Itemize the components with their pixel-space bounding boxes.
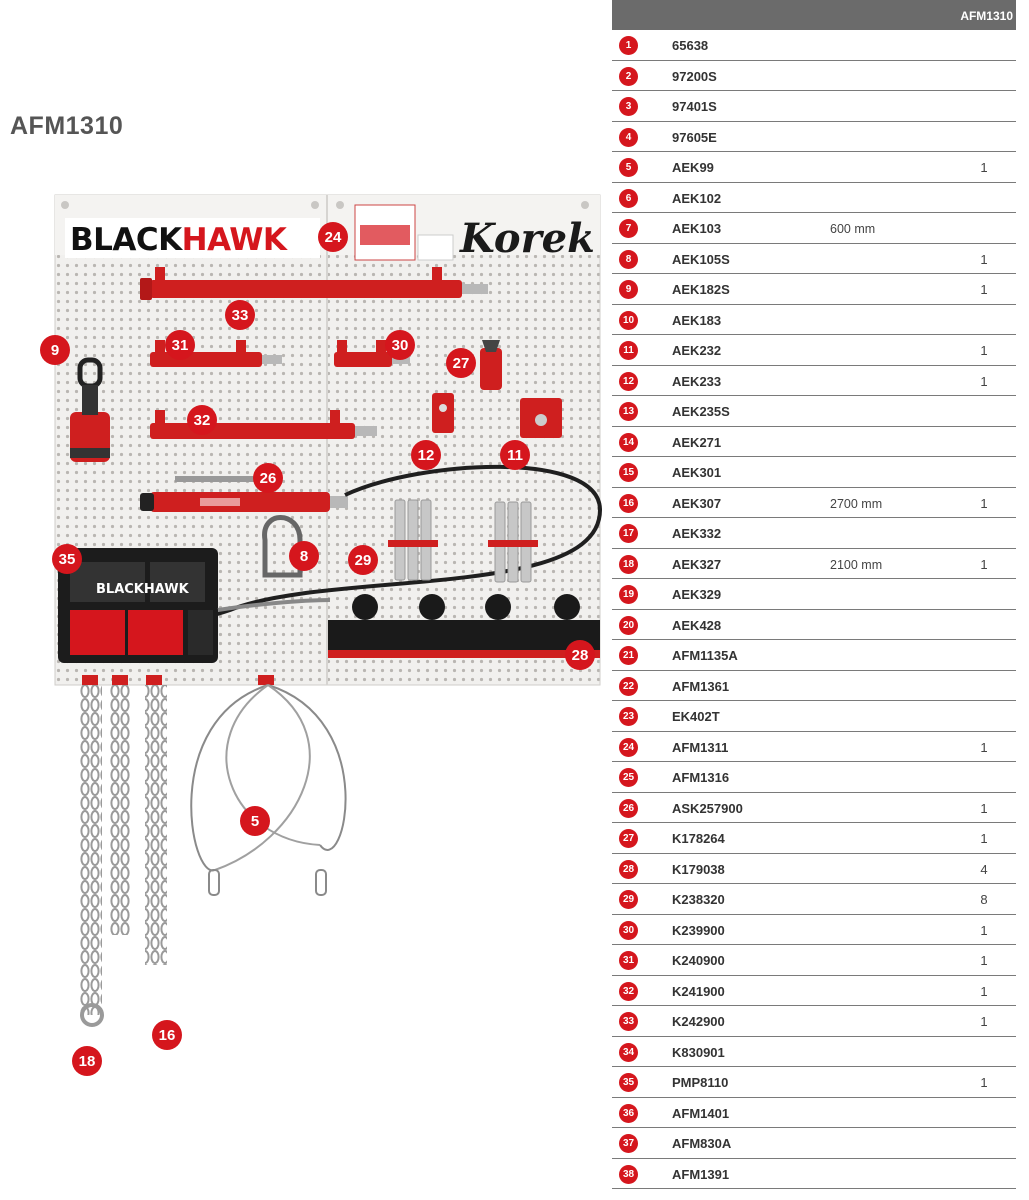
callout-24: 24	[318, 222, 348, 252]
part-code: AEK329	[672, 587, 722, 602]
table-row	[612, 305, 1016, 336]
item-number-badge: 4	[619, 128, 638, 147]
item-number-badge: 35	[619, 1073, 638, 1092]
callout-27: 27	[446, 348, 476, 378]
table-row	[612, 122, 1016, 153]
callout-5: 5	[240, 806, 270, 836]
item-number-badge: 25	[619, 768, 638, 787]
table-row	[612, 488, 1016, 519]
part-quantity: 1	[980, 556, 988, 572]
callout-8: 8	[289, 541, 319, 571]
part-code: AEK307	[672, 495, 722, 511]
part-code: AEK103	[672, 221, 722, 236]
item-number-badge: 17	[619, 524, 638, 543]
callout-35: 35	[52, 544, 82, 574]
part-quantity: 1	[980, 1014, 988, 1029]
callout-32: 32	[187, 405, 217, 435]
table-row	[612, 945, 1016, 976]
item-number-badge: 27	[619, 829, 638, 848]
table-row	[612, 1006, 1016, 1037]
item-number-badge: 32	[619, 982, 638, 1001]
part-code: AEK271	[672, 434, 722, 450]
part-code: K238320	[672, 892, 725, 907]
callout-12: 12	[411, 440, 441, 470]
table-row	[612, 427, 1016, 458]
blackhawk-logo	[70, 222, 286, 258]
part-code: K239900	[672, 922, 725, 938]
part-code: AEK327	[672, 556, 722, 572]
part-code: 97200S	[672, 68, 717, 84]
logo-part-1: BLACK	[70, 222, 182, 258]
item-number-badge: 30	[619, 921, 638, 940]
part-code: AEK105S	[672, 251, 730, 267]
part-code: AEK428	[672, 617, 722, 633]
table-row	[612, 610, 1016, 641]
item-number-badge: 11	[619, 341, 638, 360]
item-number-badge: 24	[619, 738, 638, 757]
table-row	[612, 1098, 1016, 1129]
item-number-badge: 18	[619, 555, 638, 574]
part-length: 2100 mm	[830, 557, 883, 572]
table-row	[612, 335, 1016, 366]
tool-board-image	[0, 180, 610, 1080]
part-code: AFM1316	[672, 770, 730, 785]
part-code: K240900	[672, 953, 725, 968]
part-quantity: 1	[980, 800, 988, 816]
part-code: PMP8110	[672, 1075, 729, 1090]
part-code: EK402T	[672, 709, 720, 724]
part-code: AEK232	[672, 343, 722, 358]
table-row	[612, 91, 1016, 122]
item-number-badge: 20	[619, 616, 638, 635]
table-row	[612, 732, 1016, 763]
part-quantity: 1	[980, 983, 988, 999]
part-code: ASK257900	[672, 800, 743, 816]
part-quantity: 4	[980, 861, 988, 877]
callout-28: 28	[565, 640, 595, 670]
part-code: AFM1135A	[672, 648, 738, 663]
callout-30: 30	[385, 330, 415, 360]
table-row	[612, 366, 1016, 397]
table-row	[612, 61, 1016, 92]
item-number-badge: 37	[619, 1134, 638, 1153]
item-number-badge: 31	[619, 951, 638, 970]
table-row	[612, 1037, 1016, 1068]
table-row	[612, 671, 1016, 702]
table-row	[612, 823, 1016, 854]
part-code: AFM830A	[672, 1136, 732, 1151]
item-number-badge: 34	[619, 1043, 638, 1062]
part-quantity: 1	[980, 251, 988, 267]
item-number-badge: 6	[619, 189, 638, 208]
table-row	[612, 549, 1016, 580]
part-quantity: 1	[980, 922, 988, 938]
part-code: AEK233	[672, 373, 722, 389]
part-code: AFM1401	[672, 1105, 730, 1121]
part-code: AEK332	[672, 526, 722, 541]
part-quantity: 1	[980, 953, 988, 968]
page-title: AFM1310	[10, 112, 124, 140]
callout-16: 16	[152, 1020, 182, 1050]
item-number-badge: 36	[619, 1104, 638, 1123]
table-row	[612, 183, 1016, 214]
item-number-badge: 7	[619, 219, 638, 238]
part-quantity: 1	[980, 282, 988, 297]
item-number-badge: 19	[619, 585, 638, 604]
part-code: AEK183	[672, 312, 722, 328]
part-quantity: 1	[980, 831, 988, 846]
part-quantity: 1	[980, 739, 988, 755]
item-number-badge: 8	[619, 250, 638, 269]
item-number-badge: 5	[619, 158, 638, 177]
part-quantity: 1	[980, 495, 988, 511]
part-quantity: 1	[980, 343, 988, 358]
part-code: AEK182S	[672, 282, 730, 297]
part-code: K179038	[672, 861, 725, 877]
item-number-badge: 15	[619, 463, 638, 482]
item-number-badge: 12	[619, 372, 638, 391]
table-header	[612, 0, 1016, 30]
part-quantity: 1	[980, 1075, 988, 1090]
table-row	[612, 579, 1016, 610]
table-row	[612, 793, 1016, 824]
item-number-badge: 10	[619, 311, 638, 330]
product-illustration	[0, 180, 610, 1080]
item-number-badge: 33	[619, 1012, 638, 1031]
table-row	[612, 640, 1016, 671]
item-number-badge: 26	[619, 799, 638, 818]
table-row	[612, 1159, 1016, 1190]
table-row	[612, 976, 1016, 1007]
part-code: 65638	[672, 38, 709, 53]
item-number-badge: 22	[619, 677, 638, 696]
part-code: K242900	[672, 1014, 725, 1029]
part-code: AEK301	[672, 465, 722, 480]
item-number-badge: 3	[619, 97, 638, 116]
part-length: 2700 mm	[830, 496, 883, 511]
table-row	[612, 30, 1016, 61]
part-code: AEK99	[672, 160, 714, 175]
part-code: AFM1391	[672, 1166, 730, 1182]
item-number-badge: 9	[619, 280, 638, 299]
part-quantity: 1	[980, 373, 988, 389]
callout-33: 33	[225, 300, 255, 330]
item-number-badge: 14	[619, 433, 638, 452]
part-code: AFM1361	[672, 678, 730, 694]
logo-part-2: HAWK	[181, 222, 287, 258]
part-code: 97401S	[672, 99, 717, 114]
callout-26: 26	[253, 463, 283, 493]
table-row	[612, 152, 1016, 183]
item-number-badge: 13	[619, 402, 638, 421]
table-row	[612, 701, 1016, 732]
parts-table	[612, 0, 1016, 1189]
item-number-badge: 28	[619, 860, 638, 879]
table-row	[612, 884, 1016, 915]
table-row	[612, 274, 1016, 305]
table-row	[612, 915, 1016, 946]
part-code: K178264	[672, 831, 725, 846]
item-number-badge: 16	[619, 494, 638, 513]
case-label: BLACKHAWK	[96, 582, 189, 597]
callout-18: 18	[72, 1046, 102, 1076]
table-row	[612, 457, 1016, 488]
item-number-badge: 38	[619, 1165, 638, 1184]
table-body	[612, 30, 1016, 1189]
item-number-badge: 2	[619, 67, 638, 86]
table-row	[612, 762, 1016, 793]
callout-11: 11	[500, 440, 530, 470]
table-row	[612, 1067, 1016, 1098]
table-row	[612, 854, 1016, 885]
part-quantity: 8	[980, 892, 988, 907]
callout-31: 31	[165, 330, 195, 360]
table-row	[612, 1128, 1016, 1159]
item-number-badge: 21	[619, 646, 638, 665]
part-code: K241900	[672, 983, 725, 999]
table-header-label: AFM1310	[960, 9, 1013, 23]
part-code: 97605E	[672, 129, 717, 145]
part-code: AEK235S	[672, 404, 730, 419]
part-length: 600 mm	[830, 222, 876, 236]
item-number-badge: 23	[619, 707, 638, 726]
part-code: K830901	[672, 1044, 725, 1060]
table-row	[612, 518, 1016, 549]
table-row	[612, 396, 1016, 427]
part-quantity: 1	[980, 160, 988, 175]
part-code: AFM1311	[672, 739, 729, 755]
part-code: AEK102	[672, 190, 722, 206]
table-row	[612, 244, 1016, 275]
callout-9: 9	[40, 335, 70, 365]
callout-29: 29	[348, 545, 378, 575]
item-number-badge: 29	[619, 890, 638, 909]
item-number-badge: 1	[619, 36, 638, 55]
table-row	[612, 213, 1016, 244]
korek-logo: Korek	[460, 215, 595, 262]
